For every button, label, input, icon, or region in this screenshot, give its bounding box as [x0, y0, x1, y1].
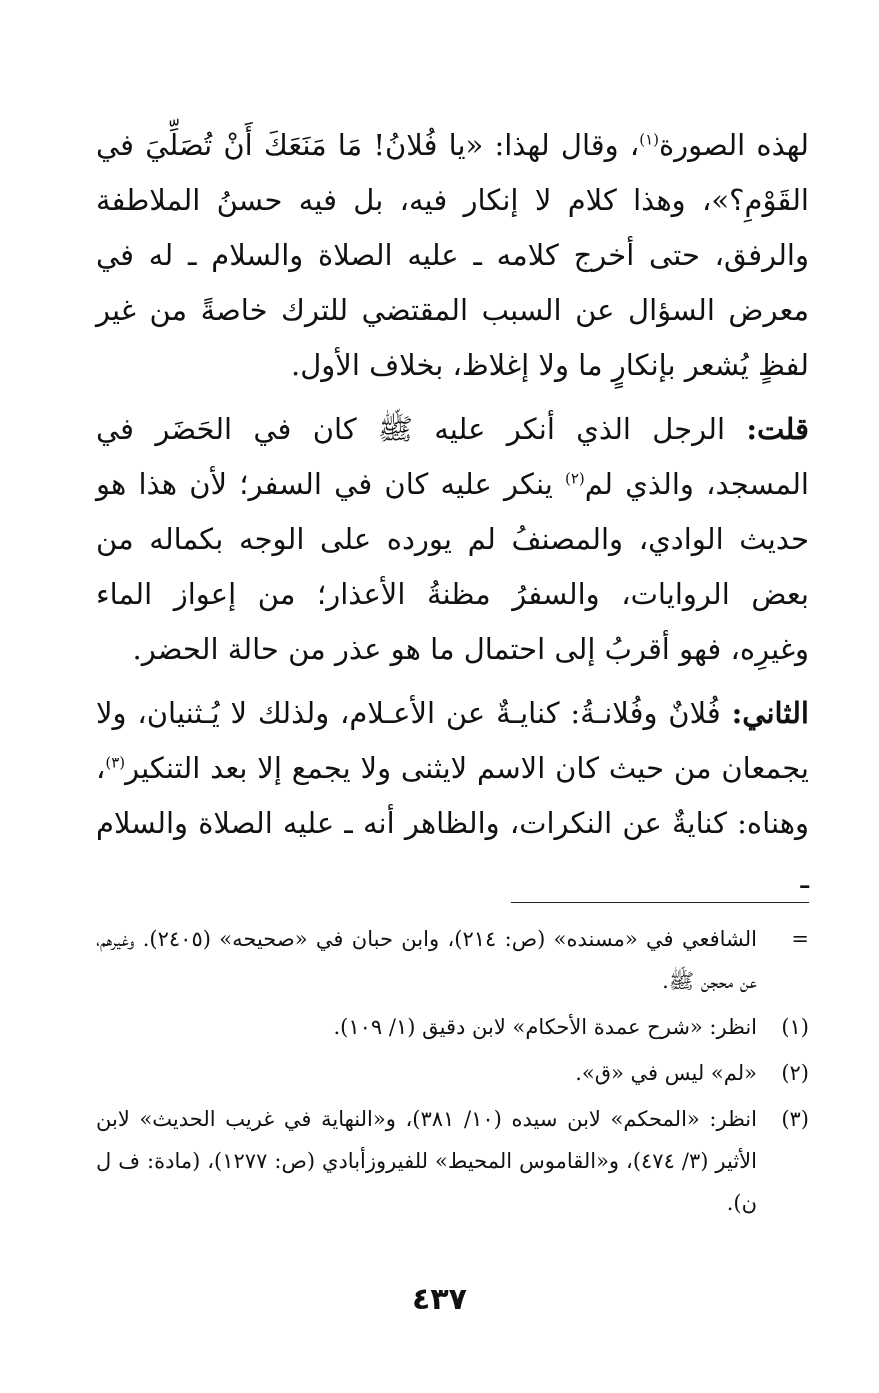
paragraph-text: لهذه الصورة: [658, 128, 809, 162]
footnote-marker: =: [791, 927, 809, 951]
footnote-text: انظر: «المحكم» لابن سيده (١٠/ ٣٨١)، و«النهاية في غريب الحديث» لابن الأثير (٣/ ٤٧٤)، و«القاموس المحيط» للفيروزأبادي (ص: ١٢٧٧)، (مادة: ف ل ن).: [96, 1107, 757, 1215]
main-text: [96, 118, 809, 915]
footnote-marker: (١): [781, 1015, 809, 1039]
footnote-separator: [511, 902, 809, 903]
footnote-text: «لم» ليس في «ق».: [575, 1061, 757, 1085]
page-number: ٤٣٧: [412, 1282, 467, 1317]
footnote-ref: (١): [639, 130, 659, 149]
footnote-1: [96, 1006, 809, 1048]
footnote-text: الشافعي في «مسنده» (ص: ٢١٤)، وابن حبان في «صحيحه» (٢٤٠٥). وغيرهم، عن محجن ﷺ.: [96, 927, 757, 993]
paragraph-text: ينكر عليه كان في السفر؛ لأن هذا هو حديث الوادي، والمصنفُ لم يورده على الوجه بكماله من بعض الروايات، والسفرُ مظنةُ الأعذار؛ من إعواز الماء وغيرِه، فهو أقربُ إلى احتمال ما هو عذر من حالة الحضر.: [96, 467, 809, 666]
paragraph-2: [96, 402, 809, 677]
paragraph-text: الرجل الذي أنكر عليه ﷺ كان في الحَضَر في المسجد، والذي لم: [96, 412, 809, 501]
footnote-2: [96, 1052, 809, 1094]
footnote-marker: (٢): [781, 1061, 809, 1085]
footnotes: [96, 918, 809, 1228]
footnote-text: انظر: «شرح عمدة الأحكام» لابن دقيق (١/ ١٠٩).: [333, 1015, 757, 1039]
footnote-ref: (٢): [565, 469, 585, 488]
paragraph-text: ، وهناه: كنايةٌ عن النكرات، والظاهر أنه ـ عليه الصلاة والسلام ـ: [96, 751, 809, 895]
paragraph-1: [96, 118, 809, 393]
footnote-continuation: [96, 918, 809, 1002]
footnote-marker: (٣): [781, 1107, 809, 1131]
footnote-3: [96, 1098, 809, 1224]
footnote-ref: (٣): [105, 753, 126, 772]
paragraph-text: ، وقال لهذا: «يا فُلانُ! مَا مَنَعَكَ أَنْ تُصَلِّيَ في القَوْمِ؟»، وهذا كلام لا إنكار فيه، بل فيه حسنُ الملاطفة والرفق، حتى أخرج كلامه ـ عليه الصلاة والسلام ـ له في معرض السؤال عن السبب المقتضي للترك خاصةً من غير لفظٍ يُشعر بإنكارٍ ما ولا إغلاظ، بخلاف الأول.: [96, 128, 809, 382]
paragraph-text: فُلانٌ وفُلانـةُ: كنايـةٌ عن الأعـلام، ولذلك لا يُـثنيان، ولا يجمعان من حيث كان الاسم لايثنى ولا يجمع إلا بعد التنكير: [96, 696, 809, 785]
paragraph-lead: الثاني:: [731, 696, 809, 730]
paragraph-lead: قلت:: [746, 412, 809, 446]
paragraph-3: [96, 686, 809, 906]
